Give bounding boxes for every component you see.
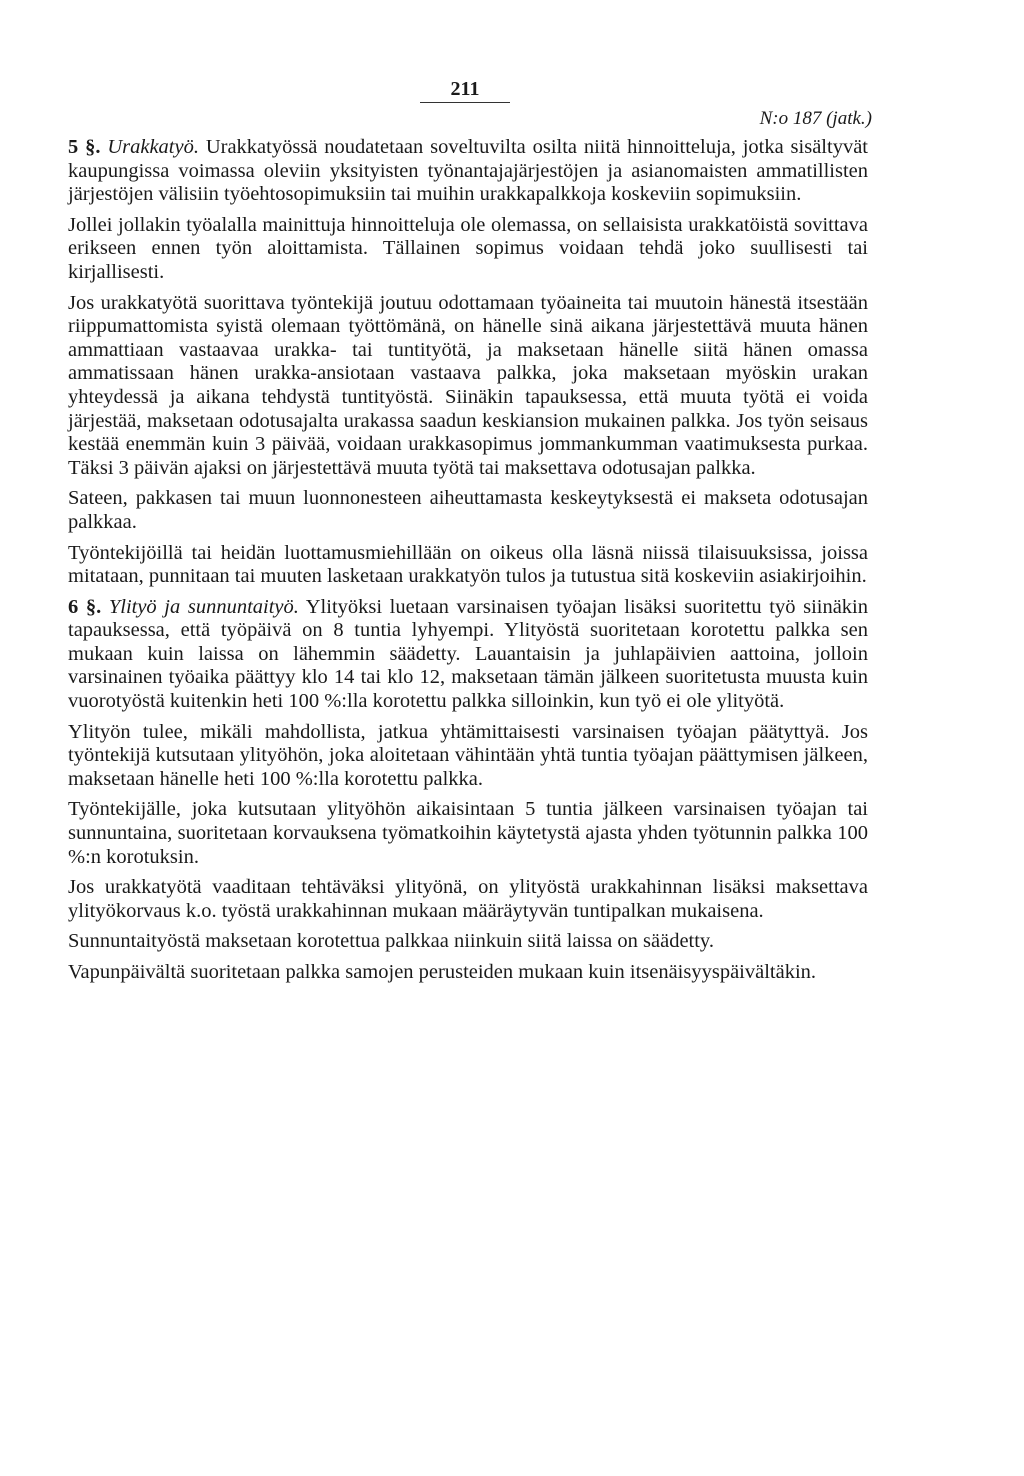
section-5-paragraph-1 [68,136,868,207]
page-number-rule [420,102,510,103]
section-number: 6 §. [68,595,102,618]
section-5-paragraph-2: Jollei jollakin työalalla mainittuja hinnoitteluja ole olemassa, on sellaisista urakkatöistä sovittava erikseen ennen työn aloittamista. Tällainen sopimus voidaan tehdä joko suullisesti tai kirjallisesti. [68,213,868,283]
body-text [68,136,868,992]
section-6-paragraph-2: Ylityön tulee, mikäli mahdollista, jatkua yhtämittaisesti varsinaisen työajan päätyttyä. Jos työntekijä kutsutaan ylityöhön, joka aloitetaan vähintään yhtä tuntia työajan päättymisen jälkeen, maksetaan hänelle heti 100 %:lla korotettu palkka. [68,720,868,790]
running-head: N:o 187 (jatk.) [759,108,872,129]
section-6-paragraph-3: Työntekijälle, joka kutsutaan ylityöhön aikaisintaan 5 tuntia jälkeen varsinaisen työajan tai sunnuntaina, suoritetaan korvauksena työmatkoihin käytetystä ajasta yhden työtunnin palkka 100 %:n korotuksin. [68,798,868,868]
page-number: 211 [450,78,480,100]
section-6-paragraph-5: Sunnuntaityöstä maksetaan korotettua palkkaa niinkuin siitä laissa on säädetty. [68,930,714,953]
section-title: Ylityö ja sunnuntaityö. [108,595,299,618]
section-6-paragraph-4: Jos urakkatyötä vaaditaan tehtäväksi ylityönä, on ylityöstä urakkahinnan lisäksi maksettava ylityökorvaus k.o. työstä urakkahinnan mukaan määräytyvän tuntipalkan mukaisena. [68,876,868,922]
section-title: Urakkatyö. [107,136,199,158]
paragraph-text: Ylityöksi luetaan varsinaisen työajan lisäksi suoritettu työ siinäkin tapauksessa, että työpäivä on 8 tuntia lyhyempi. Ylityöstä suoritetaan korotettu palkka sen mukaan kuin laissa on lähemmin säädetty. Lauantaisin ja juhlapäivien aattoina, jolloin varsinainen työaika päättyy klo 14 tai klo 12, maksetaan tämän jälkeen suoritetusta muusta kuin vuorotyöstä kuitenkin heti 100 %:lla korotettu palkka silloinkin, kun työ ei ole ylityötä. [68,595,869,713]
section-5-paragraph-3: Jos urakkatyötä suorittava työntekijä joutuu odottamaan työaineita tai muutoin hänestä itsestään riippumattomista syistä olemaan työttömänä, on hänelle sinä aikana järjestettävä muuta hänen ammattiaan vastaavaa urakka- tai tuntityötä, ja maksetaan hänelle siitä hänen omassa ammatissaan hänen urakka-ansiotaan vastaava palkka, joka maksetaan myöskin urakan yhteydessä ja aikana tehdystä tuntityöstä. Siinäkin tapauksessa, että muuta työtä ei voida järjestää, maksetaan odotusajalta urakassa saadun keskiansion mukainen palkka. Jos työn seisaus kestää enemmän kuin 3 päivää, voidaan urakkasopimus jommankumman vaatimuksesta purkaa. Täksi 3 päivän ajaksi on järjestettävä muuta työtä tai maksettava odotusajan palkka. [68,291,868,479]
section-number: 5 §. [68,136,101,158]
section-6-paragraph-6: Vapunpäivältä suoritetaan palkka samojen perusteiden mukaan kuin itsenäisyyspäivältäkin. [68,961,817,983]
section-5-paragraph-4: Sateen, pakkasen tai muun luonnonesteen aiheuttamasta keskeytyksestä ei makseta odotusajan palkkaa. [68,487,868,533]
section-5-paragraph-5: Työntekijöillä tai heidän luottamusmiehillään on oikeus olla läsnä niissä tilaisuuksissa, joissa mitataan, punnitaan tai muuten lasketaan urakkatyön tulos ja tutustua sitä koskeviin asiakirjoihin. [68,541,868,588]
paragraph-text: Urakkatyössä noudatetaan soveltuvilta osilta niitä hinnoitteluja, jotka sisältyvät kaupungissa voimassa oleviin yksityisten työnantajajärjestöjen ja asianomaisten ammatillisten järjestöjen välisiin työehtosopimuksiin tai muihin urakkapalkkoja koskeviin sopimuksiin. [68,136,868,206]
section-6-paragraph-1 [68,596,868,714]
